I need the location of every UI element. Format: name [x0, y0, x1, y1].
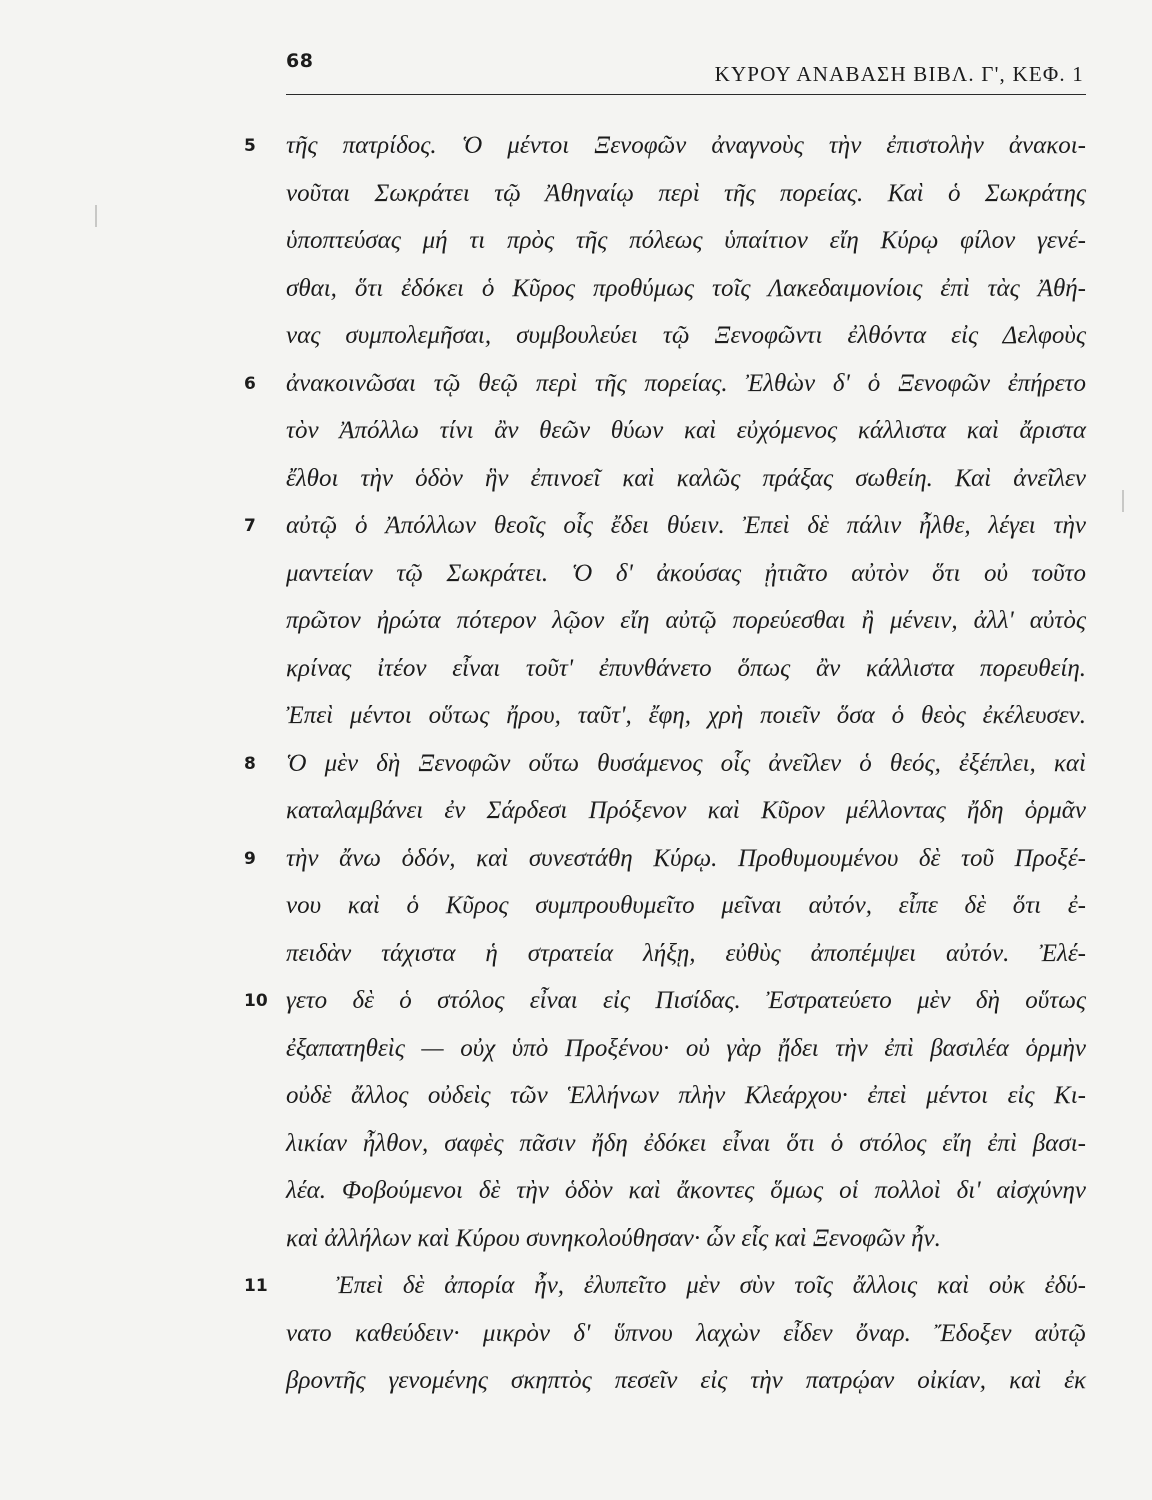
section-number: 9	[244, 848, 256, 869]
text-line	[286, 603, 1086, 651]
section-number: 6	[244, 373, 256, 394]
line-text: νατο καθεύδειν· μικρὸν δ' ὕπνου λαχὼν εἶδεν ὄναρ. Ἔδοξεν αὐτῷ	[286, 1319, 1086, 1347]
text-line	[286, 413, 1086, 461]
running-head: ΚΥΡΟΥ ΑΝΑΒΑΣΗ ΒΙΒΛ. Γ', ΚΕΦ. 1	[714, 62, 1084, 86]
line-text: βροντῆς γενομένης σκηπτὸς πεσεῖν εἰς τὴν πατρῴαν οἰκίαν, καὶ ἐκ	[286, 1367, 1086, 1394]
text-line	[286, 318, 1086, 366]
text-line	[286, 793, 1086, 841]
text-line	[244, 841, 1086, 889]
text-line	[286, 223, 1086, 271]
line-text: καταλαμβάνει ἐν Σάρδεσι Πρόξενον καὶ Κῦρον μέλλοντας ἤδη ὁρμᾶν	[286, 797, 1086, 824]
section-number: 5	[244, 136, 256, 156]
line-text: νοῦται Σωκράτει τῷ Ἀθηναίῳ περὶ τῆς πορείας. Καὶ ὁ Σωκράτης	[286, 179, 1086, 207]
section-number: 7	[244, 516, 256, 536]
text-line	[286, 176, 1086, 224]
page-number: 68	[286, 50, 314, 72]
text-line	[286, 556, 1086, 604]
text-line	[286, 936, 1086, 984]
margin-mark	[95, 205, 97, 227]
text-line	[286, 698, 1086, 746]
line-text: Ἐπεὶ δὲ ἀπορία ἦν, ἐλυπεῖτο μὲν σὺν τοῖς ἄλλοις καὶ οὐκ ἐδύ-	[336, 1272, 1086, 1299]
text-line	[286, 1173, 1086, 1221]
section-number: 11	[244, 1276, 268, 1296]
line-text: Ὁ μὲν δὴ Ξενοφῶν οὕτω θυσάμενος οἷς ἀνεῖλεν ὁ θεός, ἐξέπλει, καὶ	[286, 749, 1086, 777]
line-text: τὴν ἄνω ὁδόν, καὶ συνεστάθη Κύρῳ. Προθυμουμένου δὲ τοῦ Προξέ-	[286, 844, 1086, 872]
line-text: λικίαν ἦλθον, σαφὲς πᾶσιν ἤδη ἐδόκει εἶναι ὅτι ὁ στόλος εἴη ἐπὶ βασι-	[286, 1129, 1086, 1157]
page-header	[286, 48, 1086, 95]
text-line	[286, 461, 1086, 509]
line-text: κρίνας ἰτέον εἶναι τοῦτ' ἐπυνθάνετο ὅπως ἂν κάλλιστα πορευθείη.	[286, 654, 1086, 682]
line-text: λέα. Φοβούμενοι δὲ τὴν ὁδὸν καὶ ἄκοντες ὅμως οἱ πολλοὶ δι' αἰσχύνην	[286, 1177, 1086, 1204]
line-text: ἀνακοινῶσαι τῷ θεῷ περὶ τῆς πορείας. Ἐλθὼν δ' ὁ Ξενοφῶν ἐπήρετο	[286, 369, 1086, 397]
line-text: καὶ ἀλλήλων καὶ Κύρου συνηκολούθησαν· ὧν εἷς καὶ Ξενοφῶν ἦν.	[286, 1224, 941, 1252]
text-line	[244, 983, 1086, 1031]
text-line	[286, 651, 1086, 699]
text-line	[286, 1078, 1086, 1126]
section-number: 8	[244, 753, 256, 774]
line-text: μαντείαν τῷ Σωκράτει. Ὁ δ' ἀκούσας ᾐτιᾶτο αὐτὸν ὅτι οὐ τοῦτο	[286, 559, 1086, 587]
text-line	[286, 1363, 1086, 1411]
line-text: νου καὶ ὁ Κῦρος συμπρουθυμεῖτο μεῖναι αὐτόν, εἶπε δὲ ὅτι ἐ-	[286, 892, 1086, 919]
line-text: πειδὰν τάχιστα ἡ στρατεία λήξῃ, εὐθὺς ἀποπέμψει αὐτόν. Ἐλέ-	[286, 939, 1086, 967]
text-line	[286, 271, 1086, 319]
line-text: οὐδὲ ἄλλος οὐδεὶς τῶν Ἑλλήνων πλὴν Κλεάρχου· ἐπεὶ μέντοι εἰς Κι-	[286, 1082, 1086, 1109]
line-text: νας συμπολεμῆσαι, συμβουλεύει τῷ Ξενοφῶντι ἐλθόντα εἰς Δελφοὺς	[286, 322, 1086, 349]
line-text: πρῶτον ἠρώτα πότερον λῷον εἴη αὐτῷ πορεύεσθαι ἢ μένειν, ἀλλ' αὐτὸς	[286, 607, 1086, 634]
line-text: ἐξαπατηθεὶς — οὐχ ὑπὸ Προξένου· οὐ γὰρ ᾔδει τὴν ἐπὶ βασιλέα ὁρμὴν	[286, 1034, 1086, 1062]
text-line	[286, 1221, 1086, 1269]
line-text: τῆς πατρίδος. Ὁ μέντοι Ξενοφῶν ἀναγνοὺς τὴν ἐπιστολὴν ἀνακοι-	[286, 132, 1086, 159]
margin-mark	[1122, 490, 1124, 512]
line-text: σθαι, ὅτι ἐδόκει ὁ Κῦρος προθύμως τοῖς Λακεδαιμονίοις ἐπὶ τὰς Ἀθή-	[286, 274, 1086, 302]
line-text: τὸν Ἀπόλλω τίνι ἂν θεῶν θύων καὶ εὐχόμενος κάλλιστα καὶ ἄριστα	[286, 417, 1086, 444]
line-text: αὐτῷ ὁ Ἀπόλλων θεοῖς οἷς ἔδει θύειν. Ἐπεὶ δὲ πάλιν ἦλθε, λέγει τὴν	[286, 512, 1086, 539]
text-line	[244, 366, 1086, 414]
text-line	[244, 128, 1086, 176]
text-line	[244, 508, 1086, 556]
text-line	[286, 1126, 1086, 1174]
section-number: 10	[244, 991, 268, 1011]
text-line	[244, 1268, 1086, 1316]
line-text: ἔλθοι τὴν ὁδὸν ἣν ἐπινοεῖ καὶ καλῶς πράξας σωθείη. Καὶ ἀνεῖλεν	[286, 464, 1086, 492]
text-line	[286, 888, 1086, 936]
line-text: γετο δὲ ὁ στόλος εἶναι εἰς Πισίδας. Ἐστρατεύετο μὲν δὴ οὕτως	[286, 987, 1086, 1014]
line-text: Ἐπεὶ μέντοι οὕτως ἤρου, ταῦτ', ἔφη, χρὴ ποιεῖν ὅσα ὁ θεὸς ἐκέλευσεν.	[286, 702, 1086, 729]
text-line	[244, 746, 1086, 794]
main-text	[244, 128, 1086, 1411]
line-text: ὑποπτεύσας μή τι πρὸς τῆς πόλεως ὑπαίτιον εἴη Κύρῳ φίλον γενέ-	[286, 227, 1086, 254]
text-line	[286, 1316, 1086, 1364]
text-line	[286, 1031, 1086, 1079]
